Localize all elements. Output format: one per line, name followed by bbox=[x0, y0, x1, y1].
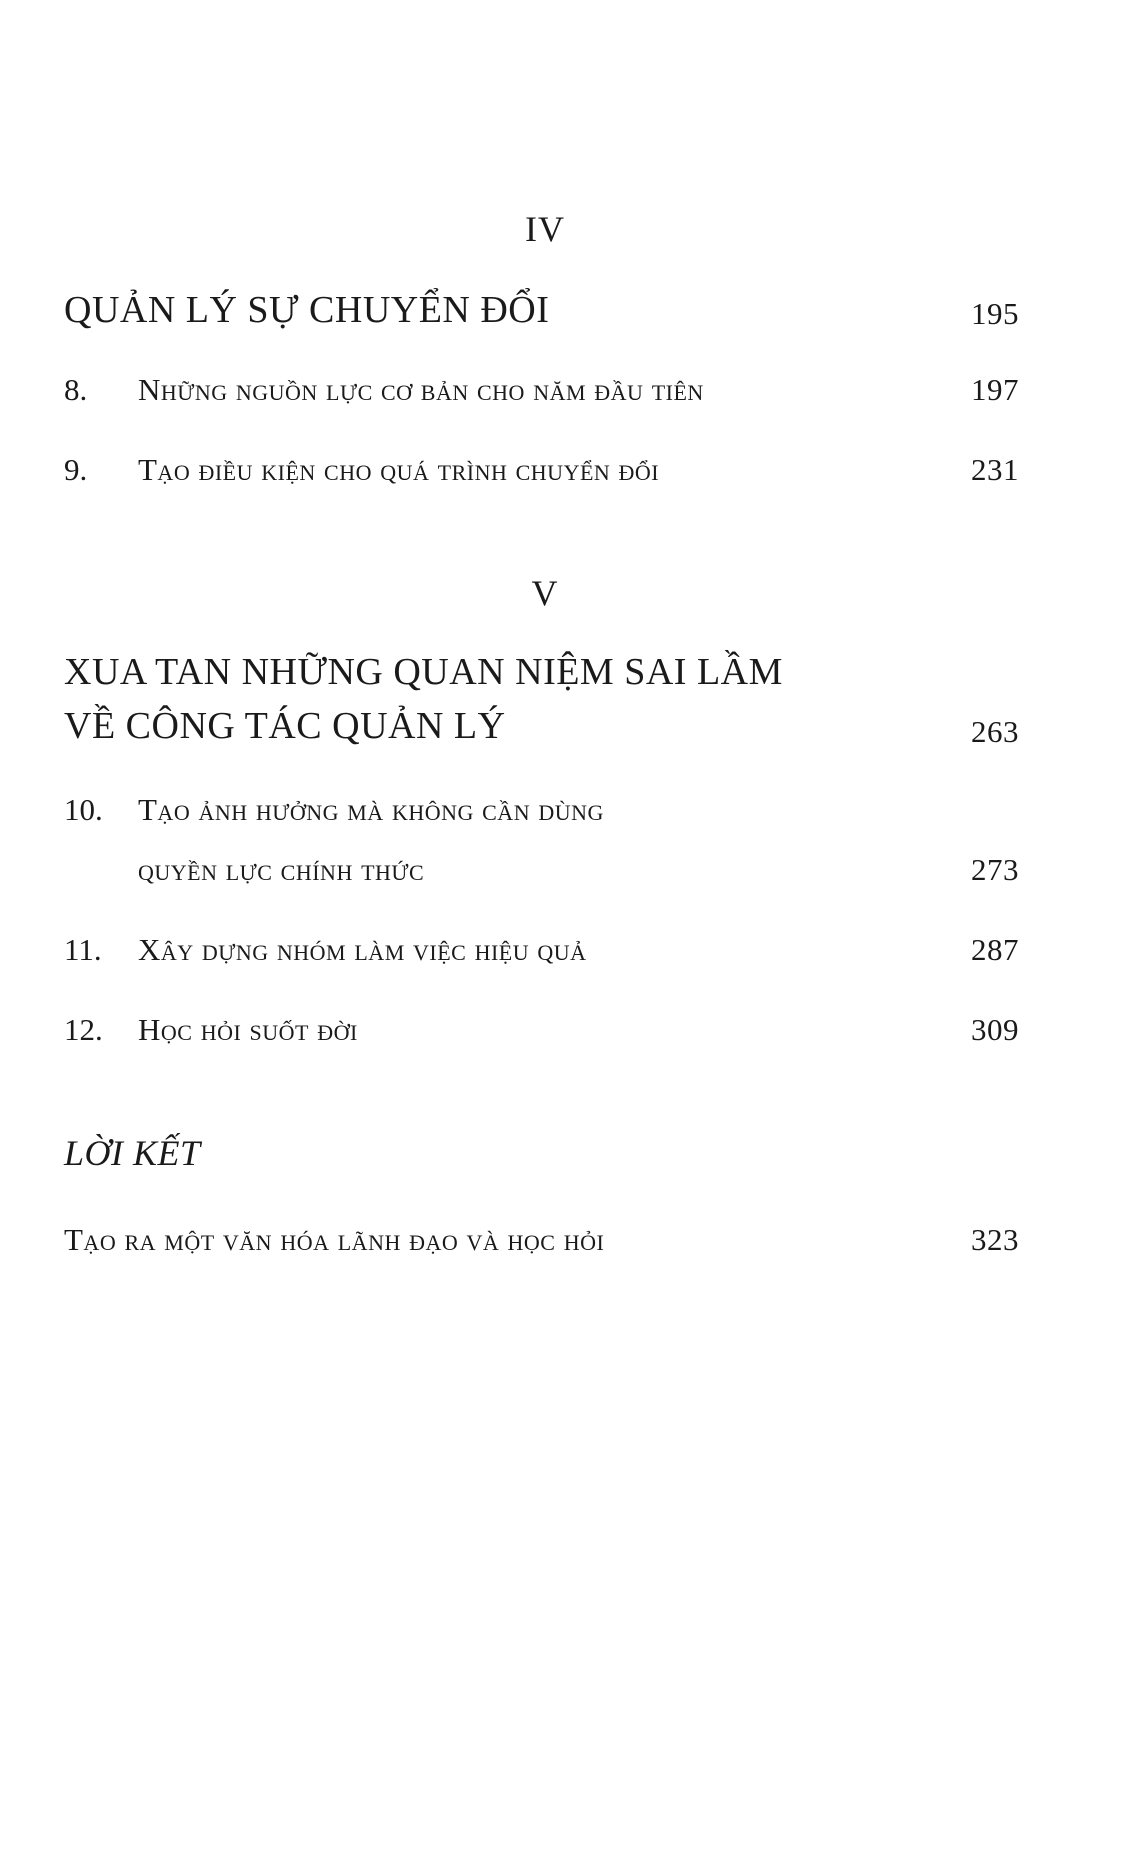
chapter-title: Xây dựng nhóm làm việc hiệu quả bbox=[138, 932, 587, 967]
part-v-title-line-2: VỀ CÔNG TÁC QUẢN LÝ bbox=[64, 705, 506, 747]
chapter-10-page: 273 bbox=[971, 852, 1019, 887]
toc-entry-chapter-11 bbox=[64, 932, 587, 968]
toc-entry-chapter-12 bbox=[64, 1012, 358, 1048]
chapter-number: 12. bbox=[64, 1012, 103, 1047]
toc-entry-chapter-10 bbox=[64, 792, 604, 828]
chapter-number: 8. bbox=[64, 372, 88, 407]
part-iv-page: 195 bbox=[971, 296, 1019, 331]
part-v-title-line-1: XUA TAN NHỮNG QUAN NIỆM SAI LẦM bbox=[64, 651, 783, 693]
part-numeral-iv: IV bbox=[525, 209, 565, 249]
chapter-number: 10. bbox=[64, 792, 103, 827]
chapter-9-page: 231 bbox=[971, 452, 1019, 487]
part-iv-title: QUẢN LÝ SỰ CHUYỂN ĐỔI bbox=[64, 289, 550, 331]
chapter-title: Học hỏi suốt đời bbox=[138, 1012, 358, 1047]
chapter-8-page: 197 bbox=[971, 372, 1019, 407]
toc-entry-chapter-8 bbox=[64, 372, 704, 408]
chapter-12-page: 309 bbox=[971, 1012, 1019, 1047]
chapter-number: 9. bbox=[64, 452, 88, 487]
epilogue-title: Tạo ra một văn hóa lãnh đạo và học hỏi bbox=[64, 1222, 605, 1257]
chapter-number: 11. bbox=[64, 932, 102, 967]
chapter-title: Những nguồn lực cơ bản cho năm đầu tiên bbox=[138, 372, 704, 407]
part-v-page: 263 bbox=[971, 714, 1019, 749]
epilogue-heading: LỜI KẾT bbox=[64, 1133, 201, 1173]
toc-entry-chapter-9 bbox=[64, 452, 659, 488]
chapter-11-page: 287 bbox=[971, 932, 1019, 967]
toc-entry-epilogue bbox=[64, 1222, 604, 1258]
part-numeral-v: V bbox=[531, 573, 559, 613]
epilogue-page: 323 bbox=[971, 1222, 1019, 1257]
chapter-title: Tạo điều kiện cho quá trình chuyển đổi bbox=[138, 452, 660, 487]
chapter-title-line-2: quyền lực chính thức bbox=[138, 852, 425, 887]
chapter-title-line-1: Tạo ảnh hưởng mà không cần dùng bbox=[138, 792, 604, 827]
